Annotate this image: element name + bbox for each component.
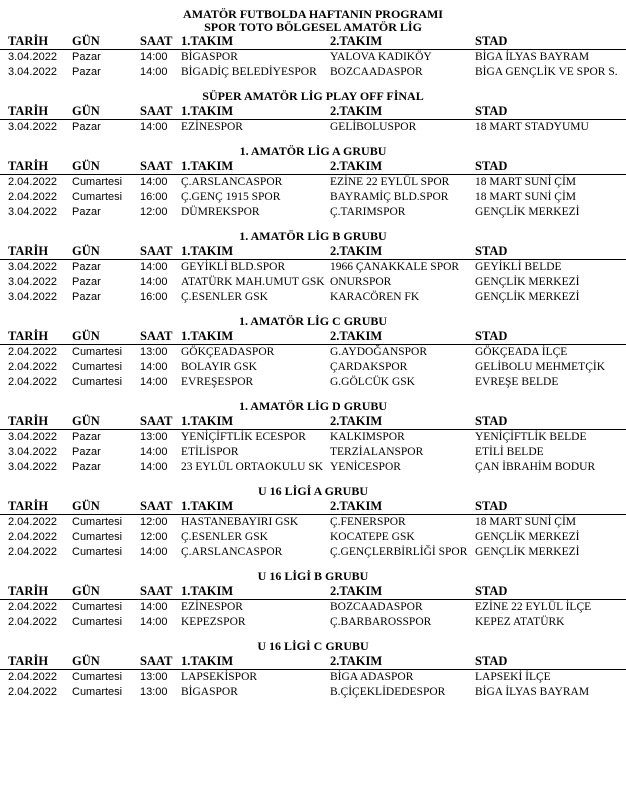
section-title: 1. AMATÖR LİG A GRUBU [239,144,387,158]
column-header-home-team: 1.TAKIM [181,584,234,598]
column-header-away-team: 2.TAKIM [330,499,383,513]
cell-day: Cumartesi [72,546,123,558]
cell-time: 13:00 [140,671,168,683]
column-header-time: SAAT [140,499,173,513]
column-header-day: GÜN [72,104,100,118]
cell-home-team: DÜMREKSPOR [181,206,260,218]
fixture-section [0,484,626,560]
table-header-row [0,499,626,515]
cell-date: 2.04.2022 [8,546,57,558]
cell-away-team: KALKIMSPOR [330,431,405,443]
cell-stadium: 18 MART SUNİ ÇİM [475,191,577,203]
table-row [0,545,626,560]
section-title: U 16 LİGİ C GRUBU [257,639,369,653]
cell-home-team: Ç.GENÇ 1915 SPOR [181,191,281,203]
cell-home-team: ETİLİSPOR [181,446,239,458]
cell-time: 14:00 [140,261,168,273]
cell-away-team: BOZCAADASPOR [330,66,423,78]
cell-day: Pazar [72,291,101,303]
cell-away-team: Ç.BARBAROSSPOR [330,616,432,628]
column-header-time: SAAT [140,584,173,598]
cell-day: Pazar [72,261,101,273]
cell-stadium: BİGA İLYAS BAYRAM [475,51,590,63]
cell-day: Pazar [72,276,101,288]
column-header-day: GÜN [72,159,100,173]
column-header-time: SAAT [140,159,173,173]
fixture-section [0,314,626,390]
fixture-section [0,399,626,475]
cell-date: 2.04.2022 [8,346,57,358]
table-header-row [0,329,626,345]
cell-time: 14:00 [140,121,168,133]
cell-date: 2.04.2022 [8,601,57,613]
cell-time: 14:00 [140,461,168,473]
cell-time: 16:00 [140,191,168,203]
cell-home-team: GEYİKLİ BLD.SPOR [181,261,286,273]
column-header-away-team: 2.TAKIM [330,104,383,118]
column-header-date: TARİH [8,34,49,48]
cell-day: Pazar [72,66,101,78]
column-header-time: SAAT [140,654,173,668]
cell-date: 2.04.2022 [8,516,57,528]
cell-away-team: Ç.TARIMSPOR [330,206,406,218]
column-header-day: GÜN [72,654,100,668]
table-row [0,460,626,475]
cell-stadium: BİGA İLYAS BAYRAM [475,686,590,698]
cell-home-team: EVREŞESPOR [181,376,254,388]
column-header-day: GÜN [72,499,100,513]
cell-date: 2.04.2022 [8,191,57,203]
cell-date: 3.04.2022 [8,51,57,63]
cell-away-team: ÇARDAKSPOR [330,361,408,373]
cell-time: 14:00 [140,376,168,388]
table-row [0,685,626,700]
column-header-away-team: 2.TAKIM [330,654,383,668]
cell-stadium: GEYİKLİ BELDE [475,261,562,273]
cell-day: Cumartesi [72,671,123,683]
column-header-stadium: STAD [475,329,508,343]
table-row [0,345,626,360]
cell-date: 3.04.2022 [8,446,57,458]
cell-stadium: GENÇLİK MERKEZİ [475,546,580,558]
column-header-date: TARİH [8,244,49,258]
cell-date: 2.04.2022 [8,616,57,628]
cell-day: Cumartesi [72,346,123,358]
column-header-away-team: 2.TAKIM [330,414,383,428]
table-row [0,360,626,375]
column-header-date: TARİH [8,584,49,598]
column-header-stadium: STAD [475,34,508,48]
table-header-row [0,414,626,430]
cell-stadium: GENÇLİK MERKEZİ [475,291,580,303]
column-header-away-team: 2.TAKIM [330,159,383,173]
fixture-section [0,639,626,700]
column-header-day: GÜN [72,414,100,428]
cell-stadium: GÖKÇEADA İLÇE [475,346,568,358]
cell-away-team: G.AYDOĞANSPOR [330,346,428,358]
column-header-stadium: STAD [475,654,508,668]
cell-away-team: BİGA ADASPOR [330,671,414,683]
section-title: 1. AMATÖR LİG D GRUBU [238,399,388,413]
cell-home-team: BOLAYIR GSK [181,361,257,373]
table-header-row [0,34,626,50]
table-header-row [0,584,626,600]
column-header-stadium: STAD [475,414,508,428]
cell-away-team: BAYRAMİÇ BLD.SPOR [330,191,449,203]
column-header-stadium: STAD [475,244,508,258]
cell-away-team: TERZİALANSPOR [330,446,424,458]
table-row [0,430,626,445]
cell-away-team: EZİNE 22 EYLÜL SPOR [330,176,450,188]
table-row [0,515,626,530]
table-row [0,120,626,135]
cell-home-team: Ç.ARSLANCASPOR [181,176,283,188]
column-header-away-team: 2.TAKIM [330,329,383,343]
cell-home-team: BİGASPOR [181,51,238,63]
cell-time: 12:00 [140,531,168,543]
cell-date: 3.04.2022 [8,276,57,288]
cell-away-team: BOZCAADASPOR [330,601,423,613]
cell-stadium: BİGA GENÇLİK VE SPOR S. [475,66,618,78]
table-row [0,290,626,305]
cell-time: 14:00 [140,361,168,373]
column-header-stadium: STAD [475,159,508,173]
column-header-home-team: 1.TAKIM [181,499,234,513]
cell-stadium: 18 MART SUNİ ÇİM [475,516,577,528]
table-row [0,615,626,630]
fixture-section [0,89,626,135]
section-title: U 16 LİGİ A GRUBU [257,484,369,498]
cell-day: Cumartesi [72,176,123,188]
fixture-section [0,144,626,220]
cell-day: Cumartesi [72,531,123,543]
cell-date: 2.04.2022 [8,361,57,373]
section-title: 1. AMATÖR LİG C GRUBU [238,314,388,328]
cell-home-team: Ç.ESENLER GSK [181,291,268,303]
table-row [0,600,626,615]
fixture-sections [0,34,626,700]
column-header-time: SAAT [140,244,173,258]
cell-home-team: GÖKÇEADASPOR [181,346,275,358]
cell-away-team: KOCATEPE GSK [330,531,415,543]
column-header-date: TARİH [8,414,49,428]
document-subtitle: SPOR TOTO BÖLGESEL AMATÖR LİG [204,20,422,34]
table-row [0,445,626,460]
cell-home-team: Ç.ARSLANCASPOR [181,546,283,558]
table-row [0,50,626,65]
cell-date: 3.04.2022 [8,431,57,443]
cell-time: 13:00 [140,431,168,443]
cell-home-team: EZİNESPOR [181,121,243,133]
fixture-section [0,569,626,630]
cell-stadium: GENÇLİK MERKEZİ [475,276,580,288]
cell-date: 3.04.2022 [8,291,57,303]
cell-day: Cumartesi [72,686,123,698]
cell-away-team: Ç.GENÇLERBİRLİĞİ SPOR [330,546,468,558]
cell-away-team: B.ÇİÇEKLİDEDESPOR [330,686,446,698]
cell-day: Pazar [72,446,101,458]
cell-day: Cumartesi [72,616,123,628]
section-title: 1. AMATÖR LİG B GRUBU [239,229,387,243]
cell-day: Cumartesi [72,601,123,613]
column-header-time: SAAT [140,414,173,428]
cell-time: 14:00 [140,601,168,613]
column-header-day: GÜN [72,244,100,258]
cell-stadium: YENİÇİFTLİK BELDE [475,431,587,443]
cell-date: 3.04.2022 [8,461,57,473]
column-header-away-team: 2.TAKIM [330,244,383,258]
cell-date: 2.04.2022 [8,376,57,388]
cell-stadium: 18 MART SUNİ ÇİM [475,176,577,188]
cell-time: 13:00 [140,346,168,358]
cell-time: 12:00 [140,206,168,218]
column-header-date: TARİH [8,104,49,118]
column-header-time: SAAT [140,329,173,343]
cell-day: Cumartesi [72,191,123,203]
cell-home-team: YENİÇİFTLİK ECESPOR [181,431,306,443]
table-row [0,65,626,80]
cell-home-team: HASTANEBAYIRI GSK [181,516,299,528]
cell-home-team: LAPSEKİSPOR [181,671,258,683]
column-header-stadium: STAD [475,499,508,513]
table-header-row [0,159,626,175]
table-row [0,375,626,390]
column-header-time: SAAT [140,34,173,48]
cell-time: 14:00 [140,446,168,458]
column-header-away-team: 2.TAKIM [330,584,383,598]
fixture-section [0,229,626,305]
cell-stadium: EVREŞE BELDE [475,376,559,388]
cell-away-team: Ç.FENERSPOR [330,516,406,528]
column-header-day: GÜN [72,34,100,48]
cell-stadium: GELİBOLU MEHMETÇİK [475,361,605,373]
column-header-home-team: 1.TAKIM [181,414,234,428]
table-header-row [0,104,626,120]
cell-date: 2.04.2022 [8,671,57,683]
table-row [0,275,626,290]
document-title: AMATÖR FUTBOLDA HAFTANIN PROGRAMI [183,7,443,21]
cell-home-team: BİGASPOR [181,686,238,698]
cell-date: 3.04.2022 [8,206,57,218]
cell-day: Cumartesi [72,376,123,388]
cell-stadium: ETİLİ BELDE [475,446,544,458]
cell-day: Pazar [72,51,101,63]
cell-away-team: G.GÖLCÜK GSK [330,376,415,388]
column-header-date: TARİH [8,499,49,513]
column-header-home-team: 1.TAKIM [181,104,234,118]
table-row [0,175,626,190]
column-header-home-team: 1.TAKIM [181,159,234,173]
column-header-home-team: 1.TAKIM [181,329,234,343]
fixture-section [0,34,626,80]
cell-home-team: EZİNESPOR [181,601,243,613]
cell-time: 12:00 [140,516,168,528]
cell-home-team: ATATÜRK MAH.UMUT GSK [181,276,325,288]
cell-home-team: KEPEZSPOR [181,616,246,628]
section-title: SÜPER AMATÖR LİG PLAY OFF FİNAL [202,89,424,103]
cell-home-team: 23 EYLÜL ORTAOKULU SK [181,461,324,473]
cell-day: Cumartesi [72,361,123,373]
cell-stadium: GENÇLİK MERKEZİ [475,206,580,218]
cell-time: 14:00 [140,616,168,628]
cell-stadium: 18 MART STADYUMU [475,121,589,133]
table-header-row [0,654,626,670]
cell-time: 14:00 [140,51,168,63]
table-row [0,190,626,205]
table-header-row [0,244,626,260]
column-header-stadium: STAD [475,104,508,118]
cell-date: 2.04.2022 [8,531,57,543]
cell-away-team: YENİCESPOR [330,461,401,473]
cell-away-team: YALOVA KADIKÖY [330,51,432,63]
table-row [0,260,626,275]
cell-away-team: ONURSPOR [330,276,392,288]
column-header-day: GÜN [72,329,100,343]
column-header-date: TARİH [8,329,49,343]
column-header-date: TARİH [8,654,49,668]
cell-away-team: 1966 ÇANAKKALE SPOR [330,261,460,273]
cell-date: 3.04.2022 [8,121,57,133]
cell-stadium: ÇAN İBRAHİM BODUR [475,461,596,473]
column-header-time: SAAT [140,104,173,118]
cell-date: 3.04.2022 [8,66,57,78]
column-header-stadium: STAD [475,584,508,598]
cell-stadium: LAPSEKİ İLÇE [475,671,551,683]
cell-day: Pazar [72,206,101,218]
cell-date: 2.04.2022 [8,686,57,698]
column-header-home-team: 1.TAKIM [181,34,234,48]
cell-away-team: GELİBOLUSPOR [330,121,417,133]
cell-away-team: KARACÖREN FK [330,291,420,303]
cell-day: Pazar [72,431,101,443]
cell-day: Pazar [72,461,101,473]
cell-home-team: BİGADİÇ BELEDİYESPOR [181,66,317,78]
table-row [0,530,626,545]
cell-time: 14:00 [140,176,168,188]
cell-stadium: GENÇLİK MERKEZİ [475,531,580,543]
cell-stadium: EZİNE 22 EYLÜL İLÇE [475,601,592,613]
column-header-date: TARİH [8,159,49,173]
cell-stadium: KEPEZ ATATÜRK [475,616,565,628]
table-row [0,205,626,220]
cell-day: Cumartesi [72,516,123,528]
cell-time: 13:00 [140,686,168,698]
cell-date: 3.04.2022 [8,261,57,273]
cell-day: Pazar [72,121,101,133]
cell-home-team: Ç.ESENLER GSK [181,531,268,543]
cell-time: 14:00 [140,66,168,78]
cell-time: 14:00 [140,546,168,558]
cell-date: 2.04.2022 [8,176,57,188]
table-row [0,670,626,685]
column-header-day: GÜN [72,584,100,598]
column-header-home-team: 1.TAKIM [181,244,234,258]
cell-time: 14:00 [140,276,168,288]
column-header-home-team: 1.TAKIM [181,654,234,668]
column-header-away-team: 2.TAKIM [330,34,383,48]
section-title: U 16 LİGİ B GRUBU [257,569,369,583]
cell-time: 16:00 [140,291,168,303]
